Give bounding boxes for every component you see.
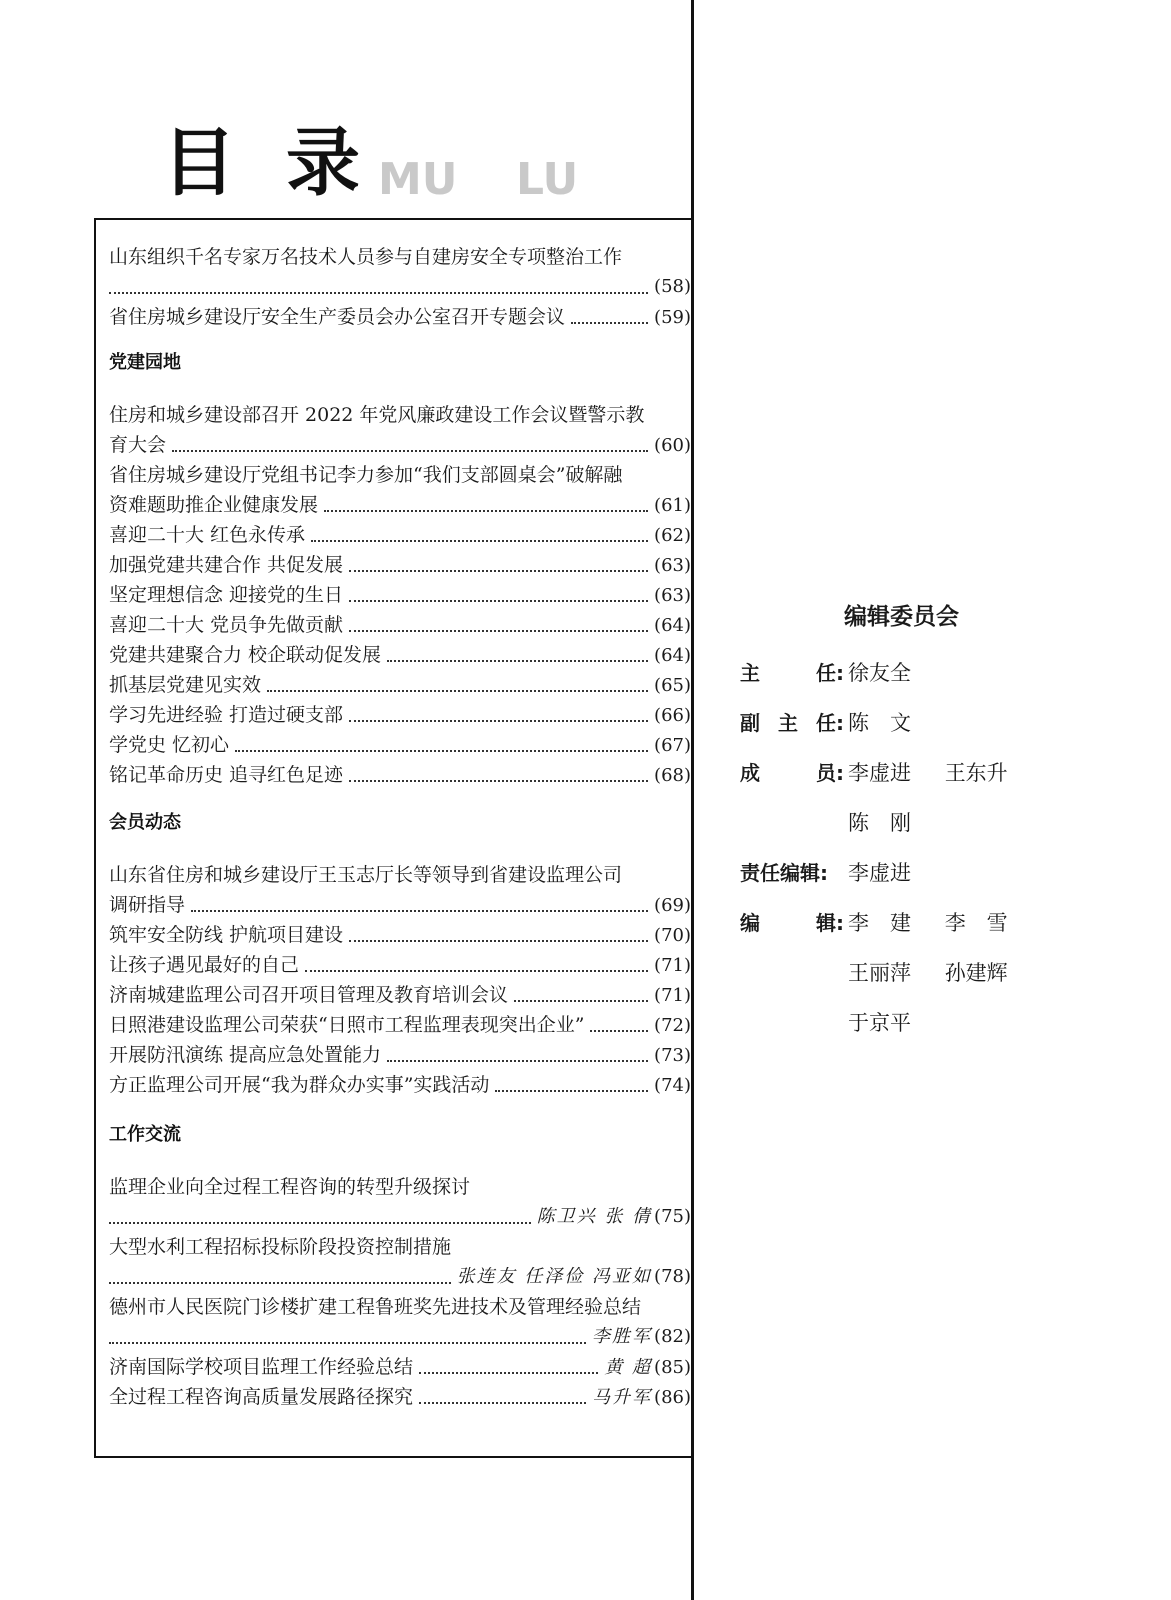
leader-dots [324,510,648,512]
role-char: 编 [740,911,760,935]
toc-entry[interactable] [109,490,691,520]
board-names [848,706,938,740]
leader-dots [109,1222,531,1224]
page-number: (69) [654,895,691,916]
toc-entry-title: 方正监理公司开展“我为群众办实事”实践活动 [109,1074,490,1096]
board-names [848,956,1035,990]
toc-entry[interactable] [109,610,691,640]
role-char: 辑: [816,911,844,935]
toc-entry[interactable] [109,1040,691,1070]
page-number: (67) [654,735,691,756]
role-char: 主 [740,661,760,685]
role-char: 责任编辑: [740,861,828,885]
authors: 马升军 [592,1387,653,1408]
board-names [848,1006,938,1040]
toc-entry[interactable] [109,700,691,730]
toc-entry[interactable] [109,1202,691,1232]
page-number: (64) [654,645,691,666]
member-name: 陈 刚 [848,811,911,835]
toc-entry-title-line[interactable]: 山东省住房和城乡建设厅王玉志厅长等领导到省建设监理公司 [109,864,623,886]
toc-entry-title: 全过程工程咨询高质量发展路径探究 [109,1386,414,1408]
leader-dots [590,1030,648,1032]
member-name: 李虚进 [848,861,911,885]
title-cn-char-1: 目 [162,120,236,206]
toc-entry-title: 抓基层党建见实效 [109,674,262,696]
page-number: (73) [654,1045,691,1066]
leader-dots [191,910,648,912]
board-names [848,806,938,840]
authors: 张连友 任泽俭 冯亚如 [456,1266,653,1287]
board-names [848,656,938,690]
member-name: 徐友全 [848,661,911,685]
member-name: 陈 文 [848,711,911,735]
page-number: (85) [654,1357,691,1378]
page-number: (63) [654,555,691,576]
table-of-contents [94,218,691,1458]
page-number: (59) [654,307,691,328]
toc-entry[interactable] [109,980,691,1010]
leader-dots [311,540,648,542]
board-role [740,856,844,890]
authors: 李胜军 [592,1326,653,1347]
page-number: (68) [654,765,691,786]
toc-entry[interactable] [109,1352,691,1382]
toc-entry-title: 党建共建聚合力 校企联动促发展 [109,644,382,666]
page-number: (65) [654,675,691,696]
toc-entry-title-line[interactable]: 省住房城乡建设厅党组书记李力参加“我们支部圆桌会”破解融 [109,464,623,486]
toc-entry[interactable] [109,1322,691,1352]
page-number: (63) [654,585,691,606]
toc-entry-title: 资难题助推企业健康发展 [109,494,319,516]
page-number: (78) [654,1266,691,1287]
leader-dots [109,1282,451,1284]
member-name: 王丽萍 [848,961,911,985]
title-en-word-1: MU [378,154,458,205]
leader-dots [349,940,648,942]
toc-entry-title-line[interactable]: 大型水利工程招标投标阶段投资控制措施 [109,1236,452,1258]
toc-entry[interactable] [109,760,691,790]
toc-entry[interactable] [109,730,691,760]
member-name: 李虚进 [848,761,911,785]
toc-entry-title: 坚定理想信念 迎接党的生日 [109,584,344,606]
member-name: 孙建辉 [944,961,1008,985]
page-number: (75) [654,1206,691,1227]
role-char: 任: [816,661,844,685]
toc-entry-title-line[interactable]: 德州市人民医院门诊楼扩建工程鲁班奖先进技术及管理经验总结 [109,1296,642,1318]
toc-entry-title: 学习先进经验 打造过硬支部 [109,704,344,726]
page-number: (62) [654,525,691,546]
leader-dots [349,630,648,632]
leader-dots [109,292,648,294]
toc-entry-title-line[interactable]: 山东组织千名专家万名技术人员参与自建房安全专项整治工作 [109,246,623,268]
page-number: (72) [654,1015,691,1036]
toc-entry-title: 调研指导 [109,894,186,916]
toc-entry[interactable] [109,272,691,302]
page-divider-line [691,0,694,1600]
toc-entry[interactable] [109,550,691,580]
page-number: (86) [654,1387,691,1408]
member-name: 于京平 [848,1011,911,1035]
page-number: (71) [654,985,691,1006]
leader-dots [419,1372,598,1374]
authors: 陈卫兴 张 倩 [536,1206,653,1227]
role-char: 副 [740,711,760,735]
leader-dots [387,660,648,662]
section-heading: 工作交流 [109,1124,181,1145]
role-char: 成 [740,761,760,785]
toc-entry[interactable] [109,1262,691,1292]
toc-entry[interactable] [109,1070,691,1100]
toc-entry-title: 省住房城乡建设厅安全生产委员会办公室召开专题会议 [109,306,566,328]
board-names [848,856,938,890]
toc-entry[interactable] [109,890,691,920]
leader-dots [109,1342,586,1344]
toc-entry-title: 济南国际学校项目监理工作经验总结 [109,1356,414,1378]
page-number: (82) [654,1326,691,1347]
toc-entry[interactable] [109,302,691,332]
toc-entry[interactable] [109,1382,691,1412]
leader-dots [172,450,648,452]
leader-dots [349,720,648,722]
toc-entry-title: 济南城建监理公司召开项目管理及教育培训会议 [109,984,509,1006]
member-name: 王东升 [944,761,1008,785]
editorial-board-title: 编辑委员会 [844,604,959,630]
toc-entry-title: 加强党建共建合作 共促发展 [109,554,344,576]
toc-entry[interactable] [109,520,691,550]
toc-entry-title: 铭记革命历史 追寻红色足迹 [109,764,344,786]
board-role [740,906,844,940]
board-names [848,906,1035,940]
toc-entry[interactable] [109,670,691,700]
page-number: (60) [654,435,691,456]
toc-entry-title: 让孩子遇见最好的自己 [109,954,300,976]
leader-dots [305,970,648,972]
leader-dots [349,600,648,602]
page-number: (74) [654,1075,691,1096]
title-en-word-2: LU [516,154,579,205]
leader-dots [267,690,648,692]
toc-entry-title: 学党史 忆初心 [109,734,230,756]
toc-entry-title: 育大会 [109,434,167,456]
board-role [740,756,844,790]
leader-dots [235,750,648,752]
page-number: (70) [654,925,691,946]
section-heading: 会员动态 [109,812,181,833]
title-cn-char-2: 录 [286,120,360,206]
section-heading: 党建园地 [109,352,181,373]
page-number: (66) [654,705,691,726]
toc-entry[interactable] [109,640,691,670]
leader-dots [349,570,648,572]
role-char: 员: [816,761,844,785]
leader-dots [349,780,648,782]
toc-entry-title: 日照港建设监理公司荣获“日照市工程监理表现突出企业” [109,1014,585,1036]
page-number: (64) [654,615,691,636]
authors: 黄 超 [604,1357,653,1378]
toc-entry-title: 筑牢安全防线 护航项目建设 [109,924,344,946]
page-number: (71) [654,955,691,976]
board-role [740,656,844,690]
member-name: 李 建 [848,911,911,935]
role-char: 任: [816,711,844,735]
leader-dots [514,1000,648,1002]
leader-dots [387,1060,648,1062]
page-number: (61) [654,495,691,516]
board-role [740,706,844,740]
toc-entry[interactable] [109,1010,691,1040]
toc-entry[interactable] [109,580,691,610]
leader-dots [419,1402,586,1404]
leader-dots [571,322,648,324]
toc-entry-title-line[interactable]: 监理企业向全过程工程咨询的转型升级探讨 [109,1176,471,1198]
toc-entry-title-line[interactable]: 住房和城乡建设部召开 2022 年党风廉政建设工作会议暨警示教 [109,404,645,426]
page-number: (58) [654,276,691,297]
toc-entry-title: 开展防汛演练 提高应急处置能力 [109,1044,382,1066]
board-names [848,756,1035,790]
toc-entry[interactable] [109,920,691,950]
leader-dots [495,1090,648,1092]
role-char: 主 [778,711,798,735]
toc-entry-title: 喜迎二十大 红色永传承 [109,524,306,546]
toc-entry-title: 喜迎二十大 党员争先做贡献 [109,614,344,636]
toc-entry[interactable] [109,950,691,980]
toc-entry[interactable] [109,430,691,460]
member-name: 李 雪 [944,911,1008,935]
